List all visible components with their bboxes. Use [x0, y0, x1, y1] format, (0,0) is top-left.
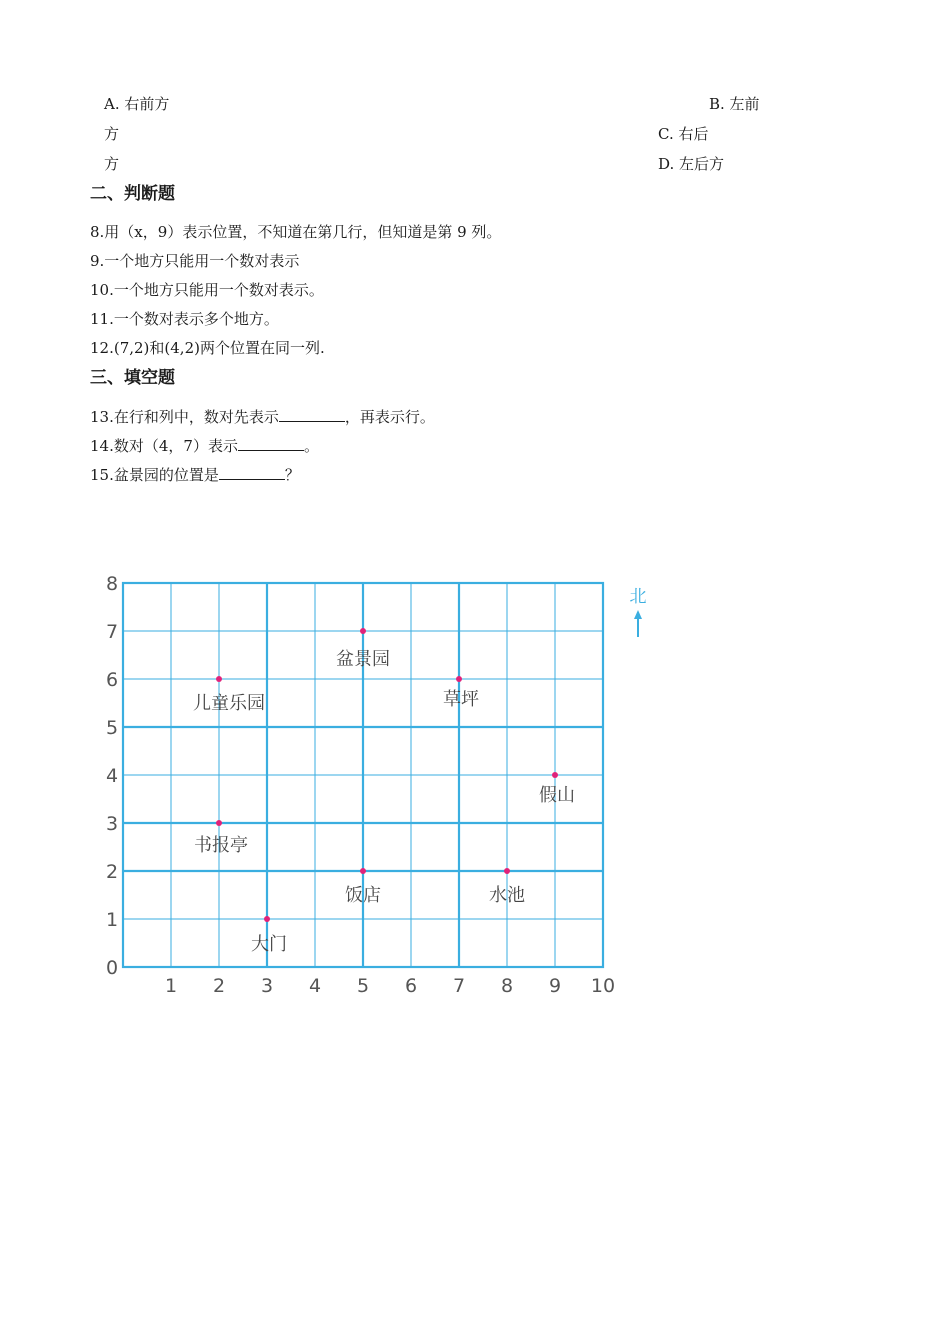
x-tick-label: 6: [404, 975, 418, 997]
place-label: 草坪: [443, 689, 479, 710]
place-label: 大门: [251, 934, 287, 955]
question-9: 9.一个地方只能用一个数对表示: [90, 252, 300, 270]
y-tick-label: 6: [105, 669, 119, 691]
y-tick-label: 8: [105, 573, 119, 595]
option-b-wrap: 方: [104, 125, 120, 143]
place-label: 饭店: [345, 885, 381, 906]
x-tick-label: 7: [452, 975, 466, 997]
point-marker: [456, 676, 462, 682]
question-8: 8.用（x，9）表示位置，不知道在第几行，但知道是第 9 列。: [90, 223, 502, 241]
point-marker: [216, 676, 222, 682]
place-label: 假山: [539, 785, 575, 806]
option-d: D. 左后方: [658, 155, 725, 173]
question-10: 10.一个地方只能用一个数对表示。: [90, 281, 324, 299]
x-tick-label: 8: [500, 975, 514, 997]
point-marker: [504, 868, 510, 874]
point-marker: [360, 868, 366, 874]
section-title-judgement: 二、判断题: [90, 184, 175, 204]
place-label: 盆景园: [336, 649, 390, 670]
question-15-tail: ？: [284, 466, 300, 484]
question-14: [90, 436, 319, 455]
question-14-text: 14.数对（4，7）表示: [90, 437, 238, 455]
north-arrowhead-icon: [634, 610, 642, 619]
question-12: 12.(7,2)和(4,2)两个位置在同一列.: [90, 339, 325, 357]
x-tick-label: 3: [260, 975, 274, 997]
question-13: [90, 407, 435, 426]
y-tick-label: 4: [105, 765, 119, 787]
x-tick-label: 4: [308, 975, 322, 997]
answer-blank-13[interactable]: [279, 407, 345, 422]
point-marker: [552, 772, 558, 778]
y-tick-label: 5: [105, 717, 119, 739]
y-tick-label: 2: [105, 861, 119, 883]
x-tick-label: 9: [548, 975, 562, 997]
question-15: [90, 465, 300, 484]
question-15-text: 15.盆景园的位置是: [90, 466, 219, 484]
map-grid-chart: [90, 565, 670, 1005]
y-tick-label: 0: [105, 957, 119, 979]
y-tick-label: 3: [105, 813, 119, 835]
answer-blank-14[interactable]: [238, 436, 304, 451]
option-a: A. 右前方: [104, 95, 170, 113]
question-13-tail: ，再表示行。: [344, 408, 435, 426]
question-11: 11.一个数对表示多个地方。: [90, 310, 279, 328]
x-tick-label: 2: [212, 975, 226, 997]
section-title-fill-blank: 三、填空题: [90, 368, 175, 388]
option-b: B. 左前: [709, 95, 760, 113]
point-marker: [264, 916, 270, 922]
question-14-tail: 。: [303, 437, 319, 455]
place-label: 书报亭: [194, 835, 248, 856]
y-tick-label: 1: [105, 909, 119, 931]
point-marker: [360, 628, 366, 634]
x-tick-label: 10: [590, 975, 616, 997]
x-tick-label: 5: [356, 975, 370, 997]
y-tick-label: 7: [105, 621, 119, 643]
answer-blank-15[interactable]: [219, 465, 285, 480]
x-tick-label: 1: [164, 975, 178, 997]
question-13-text: 13.在行和列中，数对先表示: [90, 408, 279, 426]
place-label: 水池: [489, 885, 525, 906]
option-c: C. 右后: [658, 125, 709, 143]
point-marker: [216, 820, 222, 826]
place-label: 儿童乐园: [193, 693, 265, 714]
north-label: 北: [629, 587, 647, 607]
option-c-wrap: 方: [104, 155, 120, 173]
